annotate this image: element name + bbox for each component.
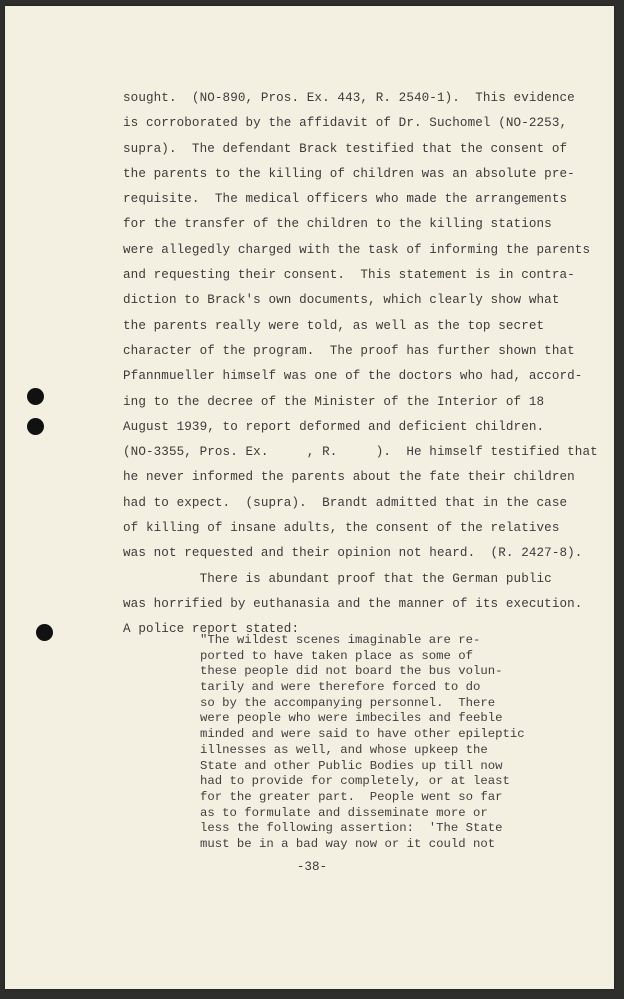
text-line: is corroborated by the affidavit of Dr. Suchomel (NO-2253, xyxy=(123,116,568,131)
punch-hole xyxy=(27,418,44,435)
text-line: were allegedly charged with the task of informing the parents xyxy=(123,242,591,257)
quote-line: were people who were imbeciles and feeble xyxy=(200,711,503,726)
quote-line: ported to have taken place as some of xyxy=(200,648,474,663)
text-line: of killing of insane adults, the consent of the relatives xyxy=(123,521,560,536)
text-line: had to expect. (supra). Brandt admitted that in the case xyxy=(123,495,568,510)
quote-line: "The wildest scenes imaginable are re- xyxy=(200,633,481,647)
quote-line: illnesses as well, and whose upkeep the xyxy=(200,742,488,757)
text-line: character of the program. The proof has further shown that xyxy=(123,343,575,358)
text-line: (NO-3355, Pros. Ex. , R. ). He himself testified that xyxy=(123,445,598,460)
quote-line: State and other Public Bodies up till now xyxy=(200,758,503,773)
text-line: for the transfer of the children to the killing stations xyxy=(123,217,552,232)
text-line: was horrified by euthanasia and the manner of its execution. xyxy=(123,596,583,611)
page-number: -38- xyxy=(296,860,328,874)
text-line: Pfannmueller himself was one of the doctors who had, accord- xyxy=(123,369,583,384)
text-line: sought. (NO-890, Pros. Ex. 443, R. 2540-1). This evidence xyxy=(123,91,575,105)
text-line: supra). The defendant Brack testified that the consent of xyxy=(123,141,568,156)
punch-hole xyxy=(27,388,44,405)
text-line: August 1939, to report deformed and deficient children. xyxy=(123,419,545,434)
text-line: and requesting their consent. This statement is in contra- xyxy=(123,268,575,283)
quote-line: must be in a bad way now or it could not xyxy=(200,836,496,851)
text-line: the parents to the killing of children was an absolute pre- xyxy=(123,166,575,181)
punch-hole xyxy=(36,624,53,641)
quote-line: so by the accompanying personnel. There xyxy=(200,695,496,710)
text-line: he never informed the parents about the fate their children xyxy=(123,470,575,485)
text-line: was not requested and their opinion not heard. (R. 2427-8). xyxy=(123,546,583,561)
text-line: requisite. The medical officers who made the arrangements xyxy=(123,192,568,207)
text-line: ing to the decree of the Minister of the Interior of 18 xyxy=(123,394,545,409)
quote-line: as to formulate and disseminate more or xyxy=(200,805,488,820)
quote-line: had to provide for completely, or at least xyxy=(200,774,510,789)
text-line: There is abundant proof that the German public xyxy=(123,571,552,586)
quote-line: these people did not board the bus volun- xyxy=(200,664,503,679)
body-text xyxy=(123,86,598,643)
quote-line: for the greater part. People went so far xyxy=(200,789,503,804)
block-quote xyxy=(200,633,540,853)
quote-line: less the following assertion: 'The State xyxy=(200,821,503,836)
text-line: the parents really were told, as well as the top secret xyxy=(123,318,545,333)
quote-line: minded and were said to have other epileptic xyxy=(200,727,525,742)
text-line: A police report stated: xyxy=(123,622,300,637)
text-line: diction to Brack's own documents, which clearly show what xyxy=(123,293,560,308)
quote-line: tarily and were therefore forced to do xyxy=(200,680,481,695)
